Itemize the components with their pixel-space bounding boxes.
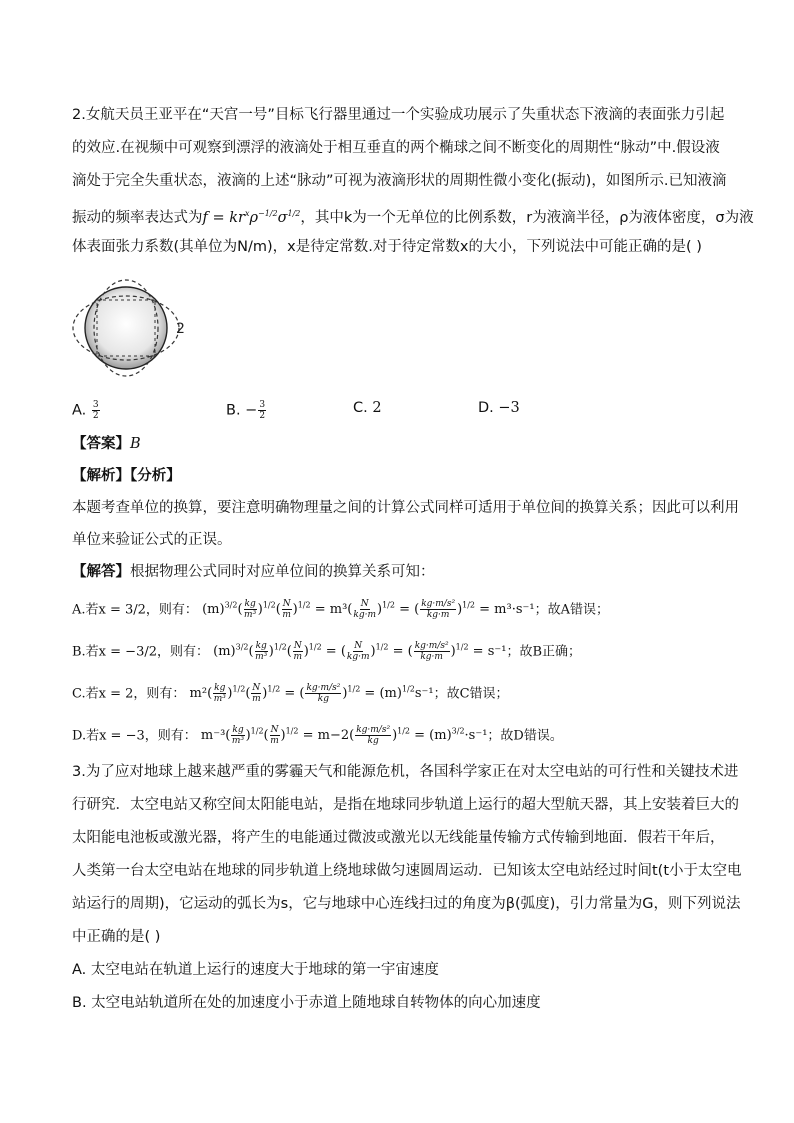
q3-line-2: 行研究．太空电站又称空间太阳能电站，是指在地球同步轨道上运行的超大型航天器，其上安装着巨大的 <box>72 797 739 813</box>
q3-line-1: 3.为了应对地球上越来越严重的雾霾天气和能源危机，各国科学家正在对太空电站的可行性和关键技术进 <box>72 764 739 780</box>
option-c <box>353 400 382 416</box>
solve-text: 根据物理公式同时对应单位间的换算关系可知： <box>130 564 435 580</box>
case-c <box>72 680 509 704</box>
option-b-label: B. <box>226 402 241 419</box>
option-b-value: $\frac{3}{2}$ <box>259 400 266 421</box>
option-a-label: A. <box>72 402 87 419</box>
q3-line-4: 人类第一台太空电站在地球的同步轨道上绕地球做匀速圆周运动．已知该太空电站经过时间t(t小于太空电 <box>72 863 742 879</box>
q2-formula-desc: ，其中k为一个无单位的比例系数，r为液滴半径，ρ为液体密度，σ为液 <box>300 209 754 226</box>
case-a-tail: ；故A错误； <box>534 602 609 618</box>
case-d-tail: ；故D错误。 <box>487 728 563 744</box>
q2-formula <box>203 210 301 226</box>
q2-line-4 <box>72 204 754 228</box>
case-b-tail: ；故B正确； <box>506 644 581 660</box>
option-a-value: $\frac{3}{2}$ <box>92 400 99 421</box>
case-d-head: D.若x = −3，则有： <box>72 728 197 744</box>
option-c-label: C. <box>353 400 368 416</box>
q2-line-1: 2.女航天员王亚平在“天宫一号”目标飞行器里通过一个实验成功展示了失重状态下液滴的表面张力引起 <box>72 107 725 123</box>
q2-line-2: 的效应.在视频中可观察到漂浮的液滴处于相互垂直的两个椭球之间不断变化的周期性“脉动”中.假设液 <box>72 140 720 156</box>
option-b-sign: − <box>245 402 258 419</box>
formula-rho-exp: −1/2 <box>258 209 278 218</box>
case-a <box>72 596 609 620</box>
solve-line <box>72 562 435 582</box>
q3-line-3: 太阳能电池板或激光器，将产生的电能通过微波或激光以无线能量传输方式传输到地面．假若干年后， <box>72 830 725 846</box>
formula-main: f = kr <box>202 209 245 226</box>
figure-label: 2 <box>176 321 185 337</box>
case-b-math: $(m)^{3/2}$( $\frac{kg}{\text{m³}}$ )$^{1/2}$( $\frac{N}{m}$ )$^{1/2}$ = ( $\frac{N}{kg\cdot m}$ )$^{1/2}$ = ( $\frac{\text{kg·m/s²}}{kg\cdot m}$ )$^{1/2}$ = s⁻¹ <box>213 641 507 663</box>
q2-line-5: 体表面张力系数(其单位为N/m)，x是待定常数.对于待定常数x的大小，下列说法中可能正确的是( ) <box>72 239 702 255</box>
q2-formula-intro: 振动的频率表达式为 <box>72 209 203 226</box>
q3-option-a: A. 太空电站在轨道上运行的速度大于地球的第一宇宙速度 <box>72 962 439 978</box>
answer-value: B <box>130 436 141 452</box>
option-c-value: 2 <box>372 400 382 416</box>
analysis-tag: 【解析】【分析】 <box>72 468 181 484</box>
q3-line-6: 中正确的是( ) <box>72 929 161 945</box>
case-a-head: A.若x = 3/2，则有： <box>72 602 198 618</box>
option-b <box>226 400 267 421</box>
answer-tag: 【答案】 <box>72 436 130 452</box>
case-a-math: $(m)^{3/2}$( $\frac{kg}{\text{m³}}$ )$^{1/2}$( $\frac{N}{m}$ )$^{1/2}$ = m³( $\frac{N}{kg\cdot m}$ )$^{1/2}$ = ( $\frac{\text{kg·m/s²}}{kg\cdot m}$ )$^{1/2}$ = m³·s⁻¹ <box>202 599 535 621</box>
q3-line-5: 站运行的周期)，它运动的弧长为s，它与地球中心连线扫过的角度为β(弧度)，引力常量为G，则下列说法 <box>72 896 741 912</box>
option-d-label: D. <box>478 400 494 416</box>
case-c-tail: ；故C错误； <box>433 686 509 702</box>
answer-line <box>72 434 141 454</box>
solve-tag: 【解答】 <box>72 564 130 580</box>
case-d <box>72 722 563 746</box>
formula-sigma-exp: 1/2 <box>287 209 301 218</box>
analysis-p1: 本题考查单位的换算，要注意明确物理量之间的计算公式同样可适用于单位间的换算关系；因此可以利用 <box>72 500 739 516</box>
formula-x-exp: x <box>244 209 250 218</box>
option-a <box>72 400 101 421</box>
case-c-head: C.若x = 2，则有： <box>72 686 186 702</box>
option-d-value: −3 <box>498 400 520 416</box>
q3-option-b: B. 太空电站轨道所在处的加速度小于赤道上随地球自转物体的向心加速度 <box>72 995 541 1011</box>
case-d-math: m⁻³( $\frac{kg}{\text{m³}}$ )$^{1/2}$( $\frac{N}{m}$ )$^{1/2}$ = m−2( $\frac{\text{kg·m/s²}}{kg}$ )$^{1/2} = (m)^{3/2}\cdot s^{-1}$ <box>200 725 488 747</box>
option-d <box>478 400 520 416</box>
case-c-math: m²( $\frac{kg}{\text{m³}}$ )$^{1/2}$( $\frac{N}{m}$ )$^{1/2}$ = ( $\frac{\text{kg·m/s²}}{kg}$ )$^{1/2} = (m)^{1/2}s^{-1}$ <box>189 683 434 705</box>
analysis-p2: 单位来验证公式的正误。 <box>72 532 232 548</box>
droplet-figure <box>70 278 200 378</box>
case-b <box>72 638 581 662</box>
case-b-head: B.若x = −3/2，则有： <box>72 644 209 660</box>
q2-line-3: 滴处于完全失重状态，液滴的上述“脉动”可视为液滴形状的周期性微小变化(振动)，如图所示.已知液滴 <box>72 173 727 189</box>
formula-sigma: σ <box>277 209 288 226</box>
formula-rho: ρ <box>249 209 258 226</box>
